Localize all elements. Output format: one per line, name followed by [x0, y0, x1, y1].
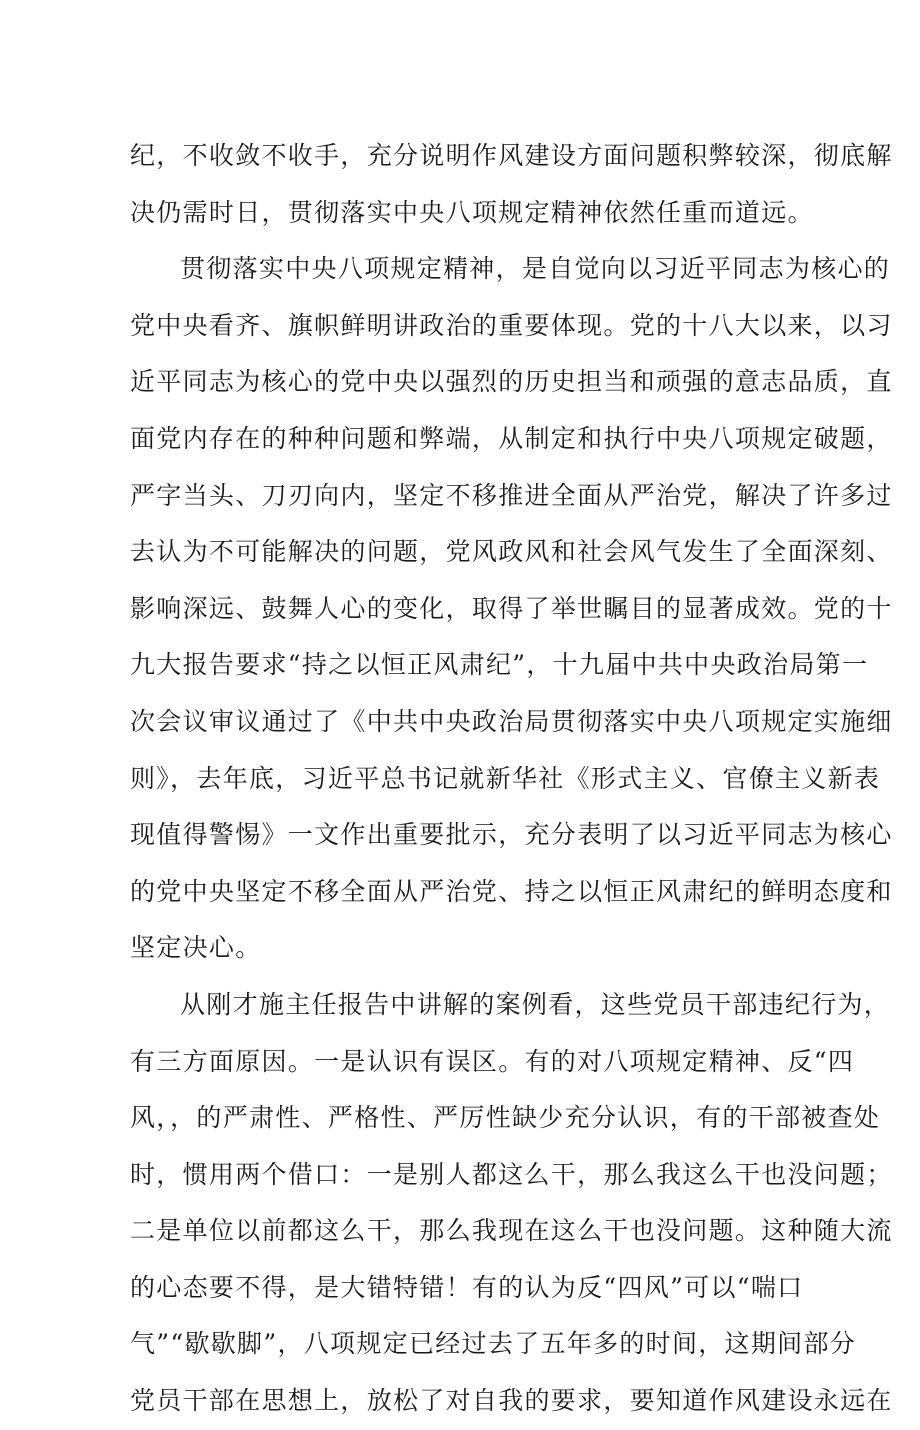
paragraph-3-line-7: 气”“歇歇脚”，八项规定已经过去了五年多的时间，这期间部分: [130, 1329, 857, 1359]
paragraph-3-line-8: 党员干部在思想上，放松了对自我的要求，要知道作风建设永远在: [130, 1386, 893, 1416]
paragraph-3-line-1: 从刚才施主任报告中讲解的案例看，这些党员干部违纪行为，: [180, 989, 891, 1019]
paragraph-1-line-2: 决仍需时日，贯彻落实中央八项规定精神依然任重而道远。: [130, 197, 814, 227]
paragraph-2-line-2: 党中央看齐、旗帜鲜明讲政治的重要体现。党的十八大以来，以习: [130, 310, 893, 340]
paragraph-3-line-6: 的心态要不得，是大错特错！有的认为反“四风”可以“喘口: [130, 1272, 804, 1302]
paragraph-2-line-10: 则》，去年底，习近平总书记就新华社《形式主义、官僚主义新表: [130, 763, 881, 793]
paragraph-2-line-13: 坚定决心。: [130, 933, 262, 963]
paragraph-2-line-12: 的党中央坚定不移全面从严治党、持之以恒正风肃纪的鲜明态度和: [130, 876, 893, 906]
paragraph-2-line-4: 面党内存在的种种问题和弊端，从制定和执行中央八项规定破题，: [130, 423, 893, 453]
paragraph-2-line-5: 严字当头、刀刃向内，坚定不移推进全面从严治党，解决了许多过: [130, 480, 893, 510]
paragraph-2-line-7: 影响深远、鼓舞人心的变化，取得了举世瞩目的显著成效。党的十: [130, 593, 893, 623]
paragraph-3-line-2: 有三方面原因。一是认识有误区。有的对八项规定精神、反“四: [130, 1046, 855, 1076]
paragraph-2-line-3: 近平同志为核心的党中央以强烈的历史担当和顽强的意志品质，直: [130, 367, 893, 397]
paragraph-2-line-9: 次会议审议通过了《中共中央政治局贯彻落实中央八项规定实施细: [130, 706, 893, 736]
paragraph-2-line-1: 贯彻落实中央八项规定精神，是自觉向以习近平同志为核心的: [180, 254, 891, 284]
paragraph-2-line-8: 九大报告要求“持之以恒正风肃纪”，十九届中共中央政治局第一: [130, 650, 869, 680]
paragraph-3-line-4: 时，惯用两个借口：一是别人都这么干，那么我这么干也没问题；: [130, 1159, 893, 1189]
paragraph-2-line-11: 现值得警惕》一文作出重要批示，充分表明了以习近平同志为核心: [130, 820, 893, 850]
paragraph-3-line-5: 二是单位以前都这么干，那么我现在这么干也没问题。这种随大流: [130, 1216, 893, 1246]
document-body: [130, 128, 893, 1430]
paragraph-1-line-1: 纪，不收敛不收手，充分说明作风建设方面问题积弊较深，彻底解: [130, 141, 893, 170]
paragraph-2-line-6: 去认为不可能解决的问题，党风政风和社会风气发生了全面深刻、: [130, 537, 893, 567]
paragraph-3-line-3: 风，，的严肃性、严格性、严厉性缺少充分认识，有的干部被查处: [130, 1103, 881, 1133]
